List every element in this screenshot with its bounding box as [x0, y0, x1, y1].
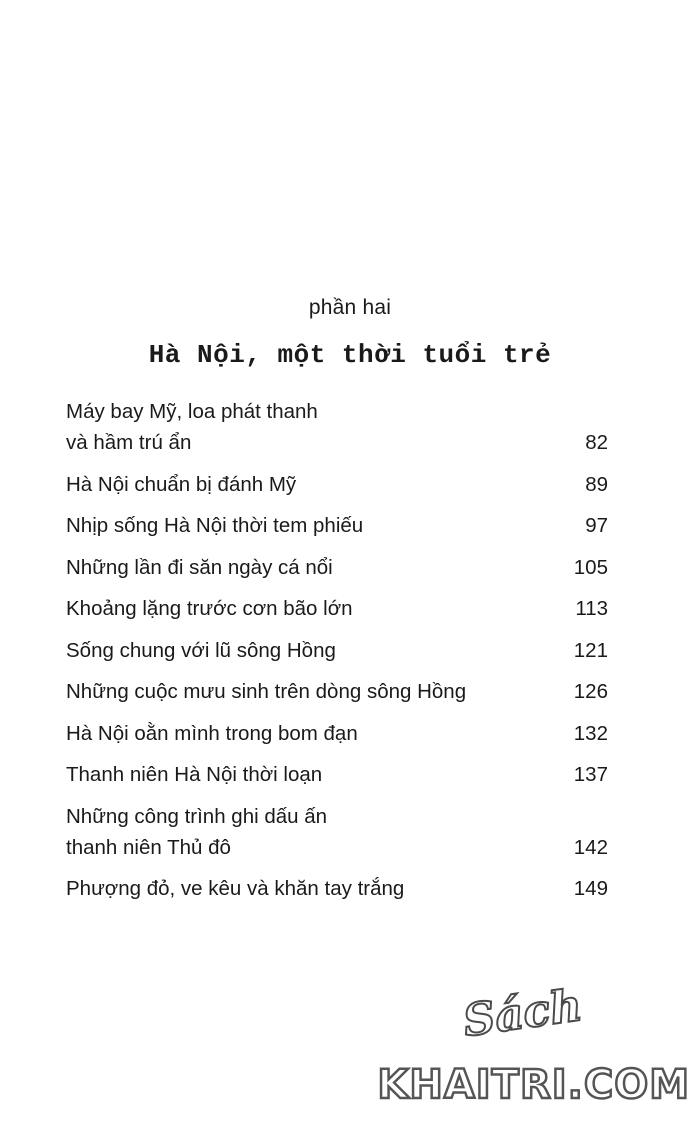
toc-entry	[66, 801, 616, 863]
toc-entry-title: Máy bay Mỹ, loa phát thanh và hầm trú ẩn	[66, 400, 318, 454]
toc-entry	[66, 552, 616, 583]
toc-entry-title: Sống chung với lũ sông Hồng	[66, 638, 336, 662]
toc-entry-title: Hà Nội oằn mình trong bom đạn	[66, 721, 358, 745]
toc-entry-page: 121	[573, 638, 608, 662]
toc-entry-title: Nhịp sống Hà Nội thời tem phiếu	[66, 514, 364, 537]
toc-entry-title: Những cuộc mưu sinh trên dòng sông Hồng	[66, 680, 467, 703]
toc-entry	[66, 593, 616, 624]
toc-entry-title: Hà Nội chuẩn bị đánh Mỹ	[66, 472, 297, 496]
toc-entry-title: Phượng đỏ, ve kêu và khăn tay trắng	[66, 877, 405, 900]
toc-entry	[66, 718, 616, 749]
toc-entry-page: 149	[573, 877, 608, 900]
toc-entry	[66, 396, 616, 458]
watermark-script-text: Sách	[459, 979, 585, 1048]
table-of-contents	[66, 396, 616, 915]
toc-entry-page: 126	[573, 680, 608, 703]
toc-entry-title: Thanh niên Hà Nội thời loạn	[66, 763, 323, 786]
toc-entry-title: Những lần đi săn ngày cá nổi	[66, 555, 333, 579]
toc-entry	[66, 635, 616, 666]
toc-entry-page: 137	[573, 763, 608, 786]
toc-entry-title: Những công trình ghi dấu ấn thanh niên Thủ đô	[66, 804, 328, 859]
toc-entry	[66, 510, 616, 541]
toc-entry-page: 89	[585, 472, 608, 496]
part-title: Hà Nội, một thời tuổi trẻ	[148, 340, 552, 370]
toc-entry-title: Khoảng lặng trước cơn bão lớn	[66, 597, 353, 620]
toc-entry-page: 82	[585, 431, 608, 454]
watermark-brand-text: KHAITRI.COM	[377, 1062, 690, 1108]
toc-entry-page: 97	[585, 514, 608, 537]
watermark-logo	[360, 979, 690, 1108]
toc-entry-page: 113	[575, 597, 608, 620]
part-label: phần hai	[308, 296, 392, 319]
toc-entry-page: 132	[573, 721, 608, 745]
toc-entry-page: 105	[573, 555, 608, 579]
toc-entry	[66, 873, 616, 904]
toc-entry	[66, 469, 616, 500]
toc-entry-page: 142	[573, 835, 608, 859]
toc-entry	[66, 759, 616, 790]
toc-entry	[66, 676, 616, 707]
